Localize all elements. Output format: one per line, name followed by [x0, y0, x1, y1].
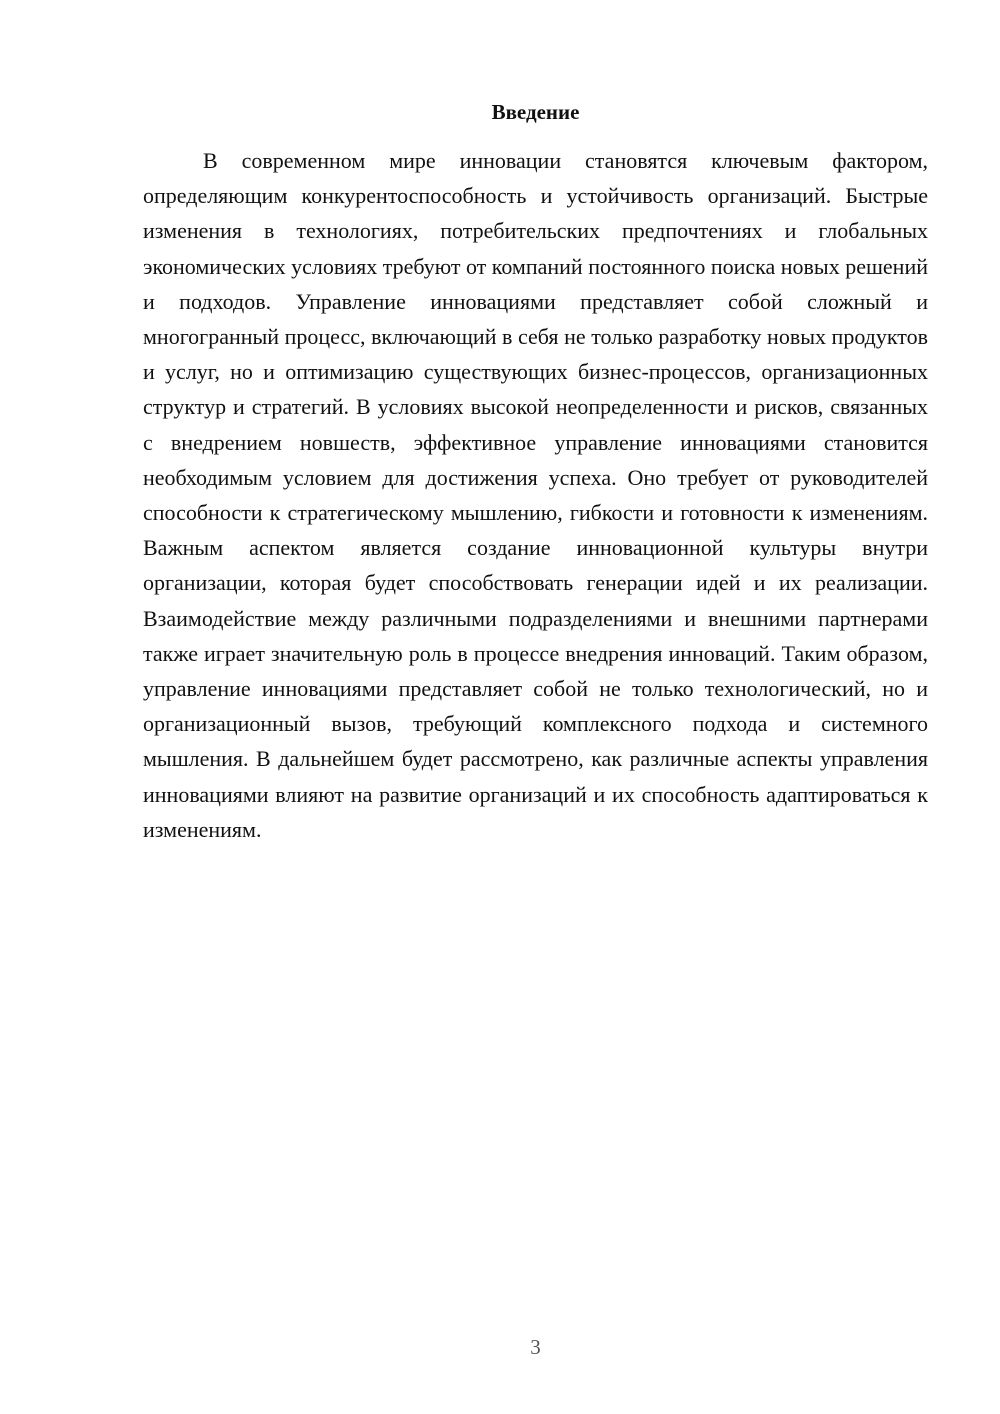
introduction-paragraph: В современном мире инновации становятся ключевым фактором, определяющим конкурентоспособность и устойчивость организаций. Быстрые изменения в технологиях, потребительских предпочтениях и глобальных экономических условиях требуют от компаний постоянного поиска новых решений и подходов. Управление инновациями представляет собой сложный и многогранный процесс, включающий в себя не только разработку новых продуктов и услуг, но и оптимизацию существующих бизнес-процессов, организационных структур и стратегий. В условиях высокой неопределенности и рисков, связанных с внедрением новшеств, эффективное управление инновациями становится необходимым условием для достижения успеха. Оно требует от руководителей способности к стратегическому мышлению, гибкости и готовности к изменениям. Важным аспектом является создание инновационной культуры внутри организации, которая будет способствовать генерации идей и их реализации. Взаимодействие между различными подразделениями и внешними партнерами также играет значительную роль в процессе внедрения инноваций. Таким образом, управление инновациями представляет собой не только технологический, но и организационный вызов, требующий комплексного подхода и системного мышления. В дальнейшем будет рассмотрено, как различные аспекты управления инновациями влияют на развитие организаций и их способность адаптироваться к изменениям.	[143, 148, 929, 842]
page-number: 3	[530, 1335, 541, 1359]
section-heading: Введение	[491, 100, 580, 124]
